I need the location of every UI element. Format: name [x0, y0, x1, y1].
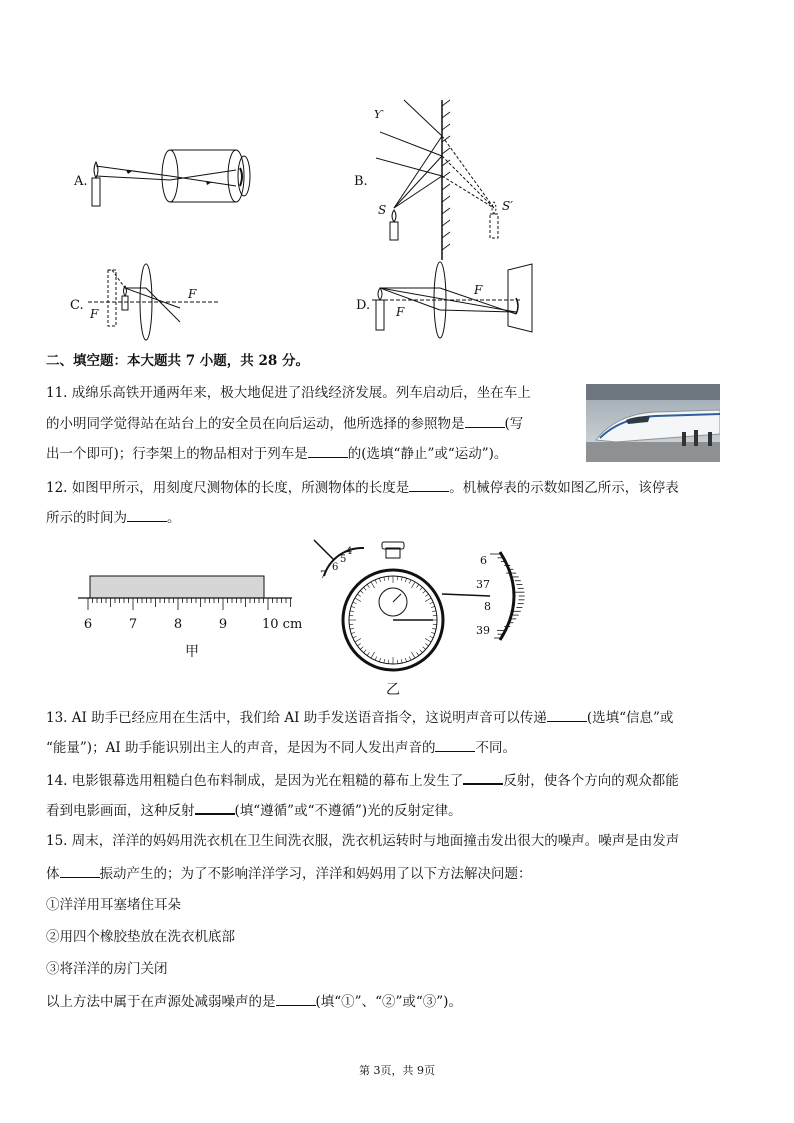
watch-tick-mark: [384, 659, 385, 663]
small-dial-6: 6: [332, 562, 339, 573]
watch-tick-mark: [379, 658, 380, 662]
ruler-tick-9: 9: [218, 617, 228, 632]
large-dial-8: 8: [484, 600, 491, 613]
watch-tick-mark: [401, 577, 402, 581]
watch-tick-mark: [425, 598, 431, 602]
ruler-tick-8: 8: [173, 617, 183, 632]
watch-tick-mark: [350, 628, 354, 629]
q15-option3: ③将洋洋的房门关闭: [46, 961, 168, 977]
watch-tick-mark: [351, 632, 355, 633]
watch-tick-mark: [384, 577, 385, 581]
focus-f-left-d: F: [396, 305, 405, 319]
image-s-prime-label: S′: [502, 199, 513, 213]
source-s-label: S: [378, 203, 387, 217]
watch-tick-mark: [351, 606, 355, 607]
watch-tick-mark: [425, 639, 431, 643]
option-d-label: D.: [356, 298, 371, 313]
q11-line3: 出一个即可)；行李架上的物品相对于列车是 的(选填“静止”或“运动”)。: [46, 446, 508, 462]
high-speed-train-photo: [586, 384, 720, 462]
focus-f-left: F: [90, 307, 99, 321]
q12-blank2[interactable]: [127, 508, 167, 522]
option-b-label: B.: [354, 174, 368, 189]
q13-line1: 13. AI 助手已经应用在生活中，我们给 AI 助手发送语音指令，这说明声音可以传递 (选填“信息”或: [46, 710, 674, 726]
figure-d-convex-lens-screen: [370, 250, 540, 340]
watch-tick-mark: [364, 587, 367, 590]
q11-blank1[interactable]: [465, 414, 505, 428]
watch-tick-mark: [425, 644, 428, 646]
watch-tick-mark: [371, 582, 375, 588]
q15-option2: ②用四个橡胶垫放在洗衣机底部: [46, 929, 235, 945]
watch-tick-mark: [432, 628, 436, 629]
q15-blank1[interactable]: [60, 864, 100, 878]
ruler-tick-10cm: 10 cm: [262, 617, 302, 632]
small-dial-7: 7: [320, 570, 327, 581]
small-dial-5: 5: [340, 554, 347, 565]
ruler-caption: 甲: [185, 644, 199, 660]
watch-tick-mark: [353, 636, 357, 638]
watch-tick-mark: [360, 591, 363, 594]
watch-tick-mark: [405, 658, 406, 662]
q12-line1: 12. 如图甲所示，用刻度尺测物体的长度，所测物体的长度是 。机械停表的示数如图乙所示，该停表: [46, 480, 679, 496]
watch-tick-mark: [430, 602, 434, 604]
watch-tick-mark: [357, 594, 360, 596]
q14-blank2[interactable]: [195, 800, 235, 815]
watch-tick-mark: [412, 582, 416, 588]
q15-line1: 15. 周末，洋洋的妈妈用洗衣机在卫生间洗衣服，洗衣机运转时与地面撞击发出很大的噪声。噪声是由发声: [46, 833, 680, 849]
large-dial-39: 39: [476, 624, 490, 637]
watch-tick-mark: [420, 650, 423, 653]
ruler-tick-6: 6: [83, 617, 93, 632]
watch-tick-mark: [355, 598, 361, 602]
q15-line6: 以上方法中属于在声源处减弱噪声的是 (填“①”、“②”或“③”)。: [46, 994, 462, 1010]
large-dial-6: 6: [480, 554, 487, 567]
option-a-label: A.: [74, 174, 88, 189]
figure-b-plane-mirror: [370, 96, 530, 264]
svg-text:Ƴ: Ƴ: [374, 108, 383, 121]
watch-tick-mark: [417, 652, 419, 655]
q14-line1: 14. 电影银幕选用粗糙白色布料制成，是因为光在粗糙的幕布上发生了 反射，使各个方向的观众都能: [46, 770, 679, 790]
q15-blank2[interactable]: [276, 992, 316, 1006]
watch-tick-mark: [364, 650, 367, 653]
watch-tick-mark: [350, 611, 354, 612]
q11-line2: 的小明同学觉得站在站台上的安全员在向后运动，他所选择的参照物是 (写: [46, 416, 524, 432]
watch-tick-mark: [420, 587, 423, 590]
watch-tick-mark: [401, 659, 402, 663]
q14-line2: 看到电影画面，这种反射 (填“遵循”或“不遵循”)光的反射定律。: [46, 800, 462, 820]
watch-tick-mark: [367, 584, 369, 587]
watch-tick-mark: [430, 636, 434, 638]
focus-f-right-d: F: [474, 283, 483, 297]
focus-f-right: F: [188, 287, 197, 301]
q11-line1: 11. 成绵乐高铁开通两年来，极大地促进了沿线经济发展。列车启动后，坐在车上: [46, 385, 531, 401]
large-dial-37: 37: [476, 578, 490, 591]
watch-tick-mark: [431, 606, 435, 607]
q15-option1: ①洋洋用耳塞堵住耳朵: [46, 897, 181, 913]
q13-blank1[interactable]: [547, 708, 587, 722]
watch-tick-mark: [423, 647, 426, 650]
q14-blank1[interactable]: [463, 770, 503, 785]
q15-line2: 体 振动产生的；为了不影响洋洋学习，洋洋和妈妈用了以下方法解决问题：: [46, 866, 532, 882]
watch-tick-mark: [375, 657, 377, 661]
watch-tick-mark: [431, 632, 435, 633]
watch-tick-mark: [367, 652, 369, 655]
q13-blank2[interactable]: [435, 738, 475, 752]
watch-tick-mark: [353, 602, 357, 604]
ruler-figure-jia: [72, 566, 302, 662]
watch-tick-mark: [375, 580, 377, 584]
small-dial-4: 4: [346, 546, 353, 557]
q12-blank1[interactable]: [409, 478, 449, 492]
watch-tick-mark: [423, 591, 426, 594]
watch-tick-mark: [355, 639, 361, 643]
watch-tick-mark: [409, 580, 411, 584]
watch-tick-mark: [379, 578, 380, 582]
q11-blank2[interactable]: [308, 444, 348, 458]
figure-c-convex-lens: [84, 256, 224, 346]
watch-tick-mark: [412, 652, 416, 658]
watch-tick-mark: [432, 611, 436, 612]
watch-tick-mark: [405, 578, 406, 582]
large-dial-magnified: [440, 550, 530, 642]
watch-tick-mark: [425, 594, 428, 596]
watch-tick-mark: [360, 647, 363, 650]
figure-a-pinhole-camera: [86, 140, 276, 212]
watch-tick-mark: [371, 652, 375, 658]
option-c-label: C.: [70, 298, 84, 313]
watch-tick-mark: [409, 657, 411, 661]
page-footer: 第 3页，共 9页: [359, 1064, 435, 1077]
ruler-tick-7: 7: [128, 617, 138, 632]
q13-line2: “能量”)；AI 助手能识别出主人的声音，是因为不同人发出声音的 不同。: [46, 740, 516, 756]
q12-line2: 所示的时间为 。: [46, 510, 181, 526]
section-heading-fill-blank: 二、填空题：本大题共 7 小题，共 28 分。: [46, 353, 309, 369]
stopwatch-caption: 乙: [386, 682, 400, 698]
watch-tick-mark: [357, 644, 360, 646]
watch-tick-mark: [417, 584, 419, 587]
